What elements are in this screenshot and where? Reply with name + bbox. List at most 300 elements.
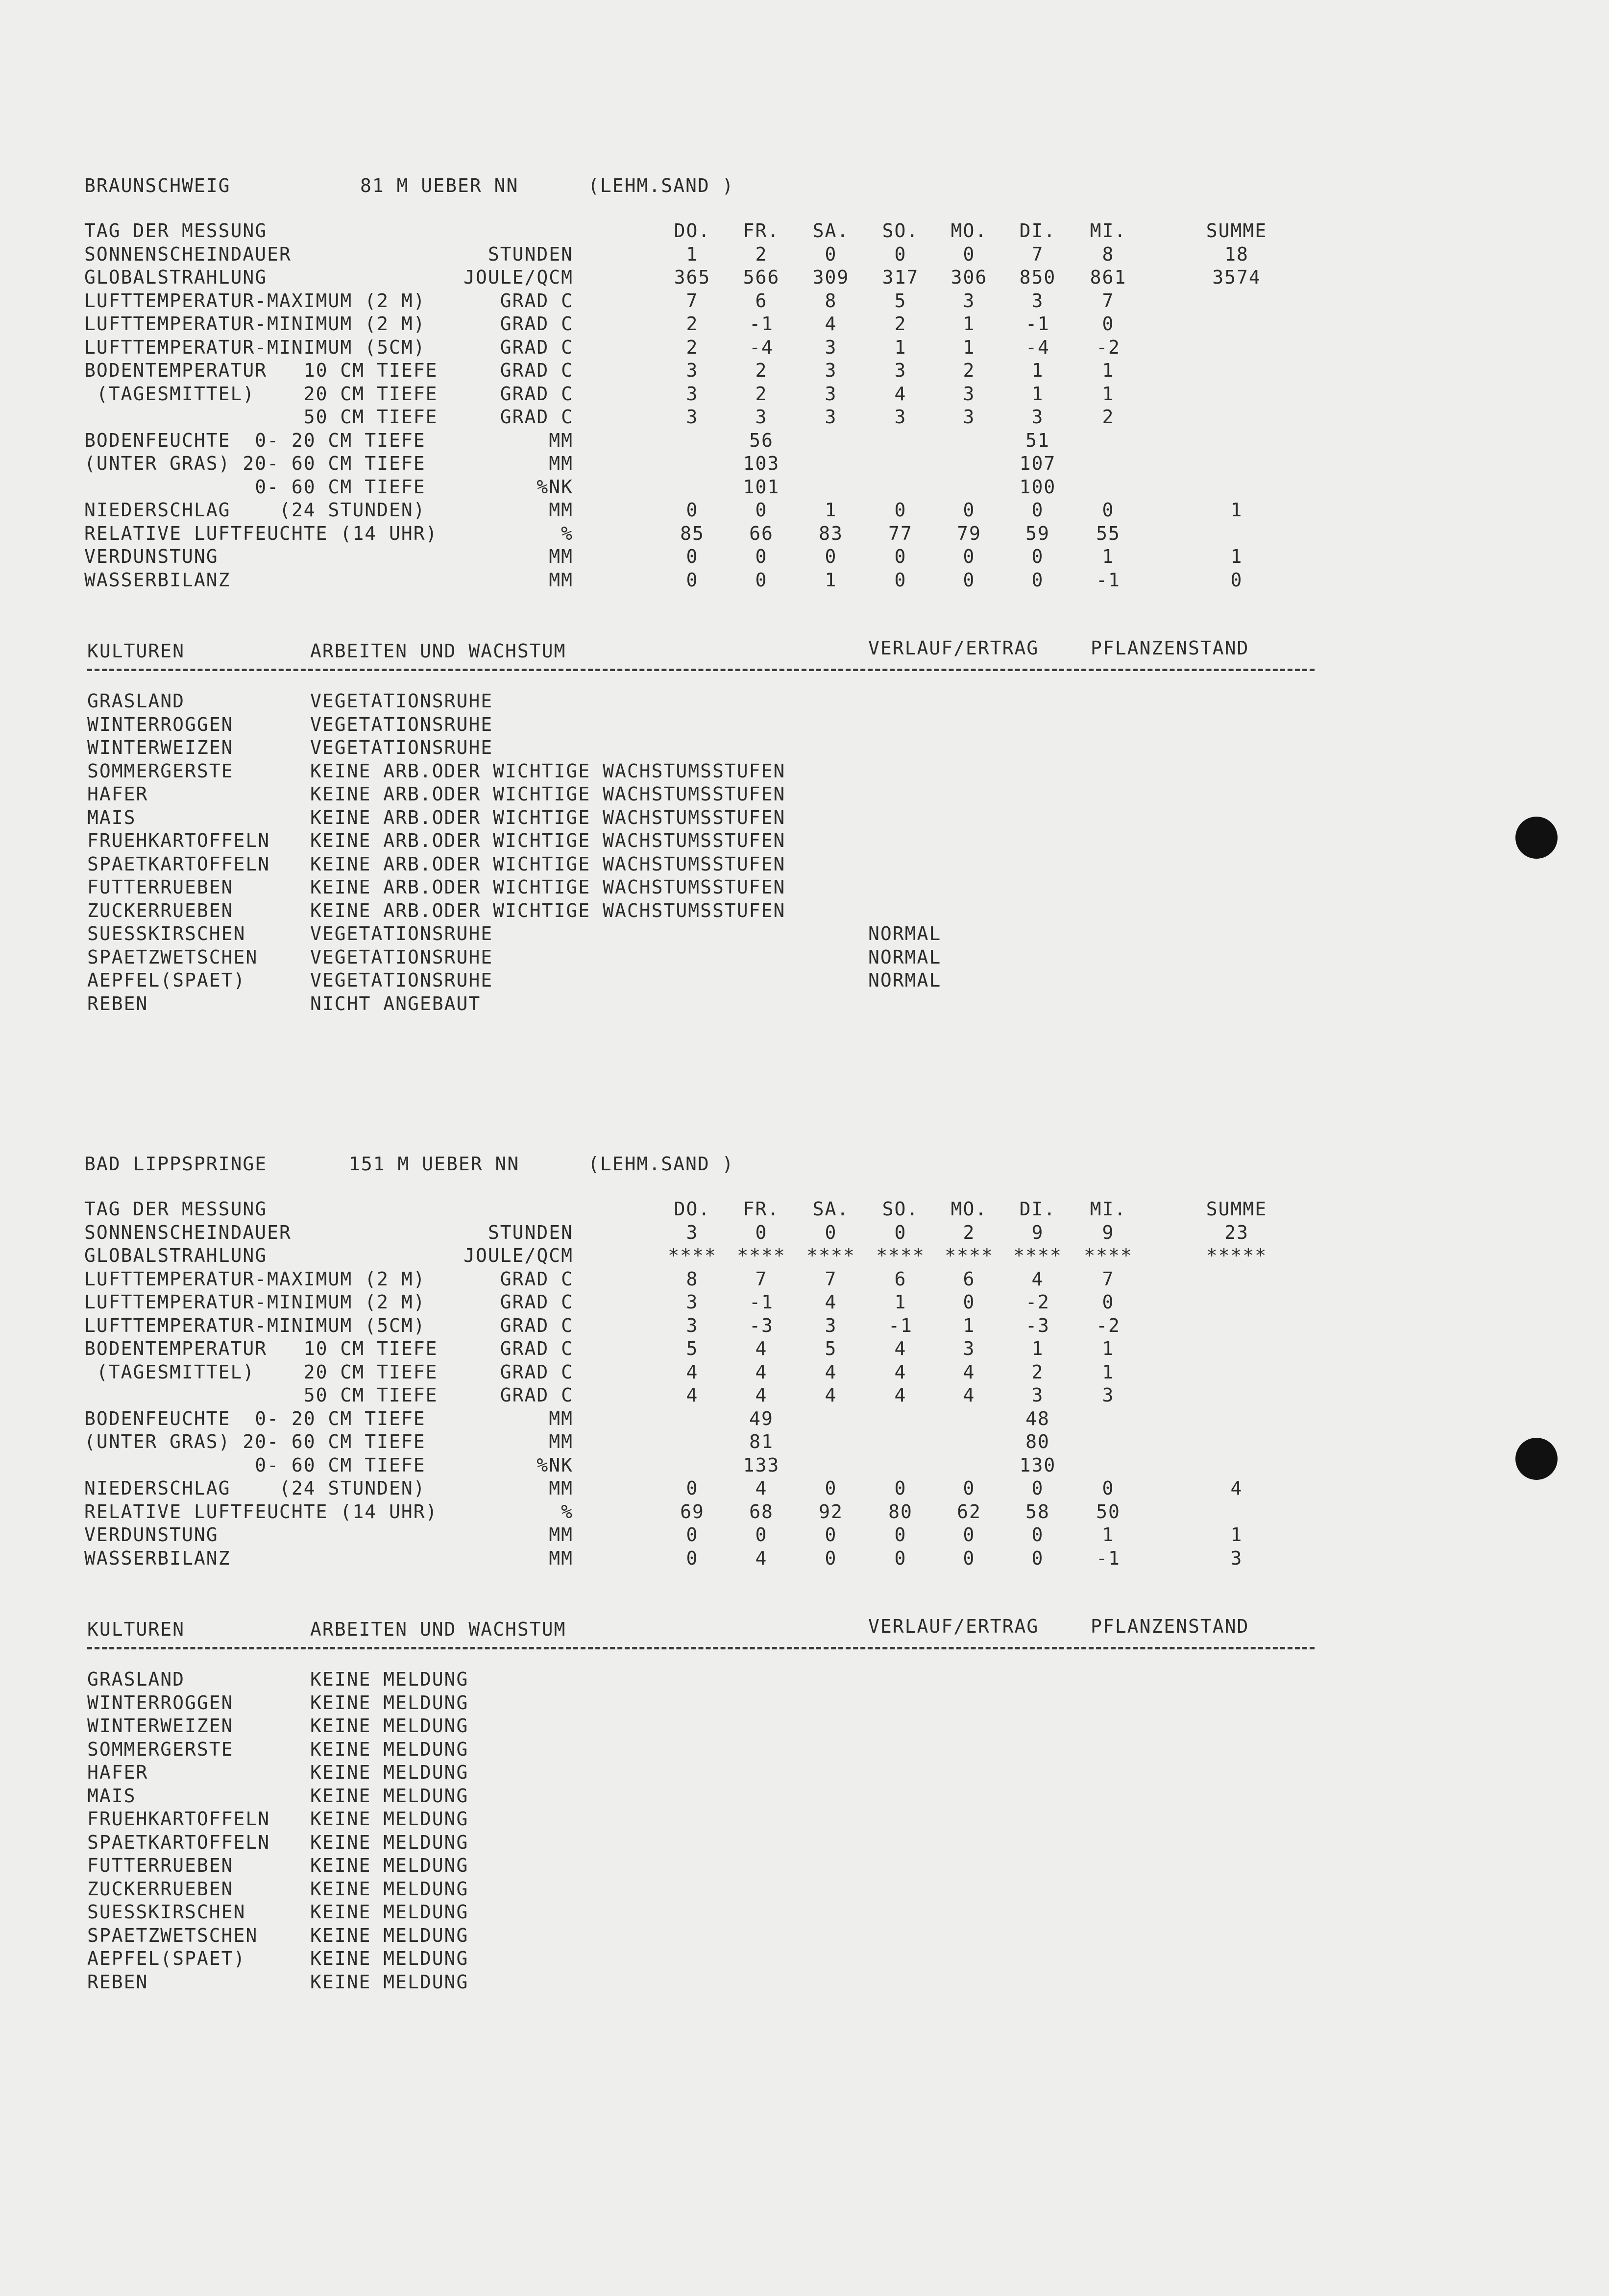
crop-name: MAIS xyxy=(87,1785,136,1807)
crop-name: FRUEHKARTOFFELN xyxy=(87,830,270,851)
crop-work: VEGETATIONSRUHE xyxy=(310,690,493,712)
crop-name: MAIS xyxy=(87,806,136,828)
measure-value: **** xyxy=(945,1245,994,1266)
measure-value: 4 xyxy=(963,1384,975,1406)
crop-work: KEINE MELDUNG xyxy=(310,1692,469,1714)
measure-label: BODENFEUCHTE 0- 20 CM TIEFE xyxy=(84,1407,426,1429)
crop-name: WINTERROGGEN xyxy=(87,1692,234,1714)
crop-work: VEGETATIONSRUHE xyxy=(310,946,493,968)
day-header: MI. xyxy=(1090,1198,1127,1220)
measure-value: 3 xyxy=(1031,290,1044,312)
station-name: BAD LIPPSPRINGE xyxy=(84,1153,268,1175)
measure-value: 3 xyxy=(963,406,975,428)
measure-value: **** xyxy=(1013,1245,1062,1266)
measure-value: 861 xyxy=(1090,266,1127,288)
measure-label: BODENTEMPERATUR 10 CM TIEFE xyxy=(84,1338,438,1359)
measure-value: 2 xyxy=(894,313,907,335)
measure-value: 0 xyxy=(894,1477,907,1499)
measure-value: 0 xyxy=(1031,546,1044,567)
day-header: MO. xyxy=(951,1198,988,1220)
crop-work: KEINE ARB.ODER WICHTIGE WACHSTUMSSTUFEN xyxy=(310,806,786,828)
measure-unit: GRAD C xyxy=(500,383,573,405)
measure-value: 0 xyxy=(755,546,768,567)
measure-label: WASSERBILANZ xyxy=(84,1547,231,1569)
crop-work: KEINE MELDUNG xyxy=(310,1855,469,1876)
crop-name: AEPFEL(SPAET) xyxy=(87,1948,246,1969)
measure-unit: JOULE/QCM xyxy=(463,266,573,288)
measure-value: 0 xyxy=(755,569,768,591)
crop-name: HAFER xyxy=(87,783,148,805)
measure-value: 0 xyxy=(963,1477,975,1499)
measure-value: 7 xyxy=(1031,243,1044,265)
measure-label: 0- 60 CM TIEFE xyxy=(84,476,426,498)
crop-work: KEINE MELDUNG xyxy=(310,1785,469,1807)
measure-value: 4 xyxy=(1031,1268,1044,1290)
measure-value: 4 xyxy=(825,1384,837,1406)
measure-unit: STUNDEN xyxy=(488,243,573,265)
measure-unit: GRAD C xyxy=(500,1291,573,1313)
measure-unit: GRAD C xyxy=(500,1314,573,1336)
measure-unit: % xyxy=(561,522,573,544)
measure-value: 1 xyxy=(825,499,837,521)
measure-label: (UNTER GRAS) 20- 60 CM TIEFE xyxy=(84,1431,426,1452)
crop-work: KEINE MELDUNG xyxy=(310,1924,469,1946)
measure-value: 101 xyxy=(743,476,780,498)
measure-value: **** xyxy=(876,1245,925,1266)
measure-sum: 1 xyxy=(1230,546,1243,567)
station-name: BRAUNSCHWEIG xyxy=(84,175,231,196)
measure-value: 2 xyxy=(686,313,699,335)
day-header: MO. xyxy=(951,220,988,242)
day-header: SO. xyxy=(882,220,919,242)
measure-value: 3 xyxy=(825,360,837,381)
measure-value: 0 xyxy=(1102,313,1115,335)
measure-value: 3 xyxy=(755,406,768,428)
crop-name: SPAETKARTOFFELN xyxy=(87,1831,270,1853)
crop-name: REBEN xyxy=(87,992,148,1015)
measure-value: 0 xyxy=(825,1547,837,1569)
measure-value: 4 xyxy=(894,1384,907,1406)
crop-name: WINTERWEIZEN xyxy=(87,737,234,758)
measure-value: 7 xyxy=(1102,290,1115,312)
measure-value: 1 xyxy=(894,336,907,358)
measure-value: 0 xyxy=(1102,499,1115,521)
crop-work: KEINE ARB.ODER WICHTIGE WACHSTUMSSTUFEN xyxy=(310,853,786,875)
day-header: DI. xyxy=(1019,1198,1056,1220)
measure-value: 0 xyxy=(963,1547,975,1569)
measure-value: 7 xyxy=(825,1268,837,1290)
measure-value: 4 xyxy=(894,383,907,405)
measure-value: -1 xyxy=(1025,313,1050,335)
measure-unit: GRAD C xyxy=(500,406,573,428)
measure-label: WASSERBILANZ xyxy=(84,569,231,591)
measure-unit: MM xyxy=(549,546,573,567)
measure-value: 0 xyxy=(686,499,699,521)
crops-header-pflanzenstand: PFLANZENSTAND xyxy=(1091,637,1249,659)
crop-work: KEINE MELDUNG xyxy=(310,1831,469,1853)
measure-value: 6 xyxy=(755,290,768,312)
measure-value: 48 xyxy=(1025,1407,1050,1429)
measure-value: 8 xyxy=(686,1268,699,1290)
measure-value: 0 xyxy=(1031,1524,1044,1546)
measure-label: (TAGESMITTEL) 20 CM TIEFE xyxy=(84,383,438,405)
measure-label: 50 CM TIEFE xyxy=(84,1384,438,1406)
measure-label: LUFTTEMPERATUR-MAXIMUM (2 M) xyxy=(84,290,426,312)
measure-value: 0 xyxy=(825,1477,837,1499)
measure-unit: %NK xyxy=(536,476,573,498)
measure-value: 850 xyxy=(1019,266,1056,288)
measure-value: **** xyxy=(1084,1245,1133,1266)
crop-work: KEINE MELDUNG xyxy=(310,1948,469,1969)
crop-work: VEGETATIONSRUHE xyxy=(310,713,493,735)
measure-value: 1 xyxy=(686,243,699,265)
measure-value: 0 xyxy=(963,499,975,521)
crop-name: SOMMERGERSTE xyxy=(87,760,234,782)
measure-value: 100 xyxy=(1019,476,1056,498)
crops-header-pflanzenstand: PFLANZENSTAND xyxy=(1091,1616,1249,1637)
measure-value: -1 xyxy=(1096,569,1121,591)
measure-value: -1 xyxy=(888,1314,913,1336)
measure-value: 3 xyxy=(825,1314,837,1336)
crop-work: KEINE MELDUNG xyxy=(310,1878,469,1900)
measure-value: 4 xyxy=(686,1361,699,1383)
measure-value: 7 xyxy=(686,290,699,312)
measure-value: 0 xyxy=(1031,1477,1044,1499)
crop-status: NORMAL xyxy=(868,946,942,968)
measure-value: 0 xyxy=(686,1477,699,1499)
measure-value: 58 xyxy=(1025,1500,1050,1523)
measure-value: 3 xyxy=(1102,1384,1115,1406)
measure-value: 7 xyxy=(1102,1268,1115,1290)
measure-value: 2 xyxy=(686,336,699,358)
crops-header-verlauf: VERLAUF/ERTRAG xyxy=(868,637,1039,659)
measure-unit: MM xyxy=(549,453,573,474)
measure-value: 0 xyxy=(1102,1291,1115,1313)
measure-value: **** xyxy=(737,1245,786,1266)
measure-value: 3 xyxy=(686,383,699,405)
measure-value: 0 xyxy=(686,1547,699,1569)
measure-value: 1 xyxy=(1102,546,1115,567)
measure-value: 81 xyxy=(749,1431,774,1452)
crop-name: REBEN xyxy=(87,1971,148,1993)
measure-value: 49 xyxy=(749,1407,774,1429)
measure-value: 1 xyxy=(825,569,837,591)
crop-name: HAFER xyxy=(87,1762,148,1783)
measure-value: 130 xyxy=(1019,1454,1056,1476)
measure-value: 0 xyxy=(963,546,975,567)
crop-name: WINTERROGGEN xyxy=(87,713,234,735)
crop-work: KEINE MELDUNG xyxy=(310,1971,469,1993)
measure-label: VERDUNSTUNG xyxy=(84,1524,219,1546)
crops-header-kulturen: KULTUREN xyxy=(87,640,185,662)
measure-unit: MM xyxy=(549,1547,573,1569)
measure-value: 0 xyxy=(686,569,699,591)
measure-value: 4 xyxy=(686,1384,699,1406)
crop-name: FRUEHKARTOFFELN xyxy=(87,1808,270,1830)
measure-sum: 1 xyxy=(1230,1524,1243,1546)
measure-value: -2 xyxy=(1096,1314,1121,1336)
measure-value: 0 xyxy=(825,1524,837,1546)
measure-value: 0 xyxy=(755,1524,768,1546)
crop-name: SPAETKARTOFFELN xyxy=(87,853,270,875)
measure-value: 3 xyxy=(686,1314,699,1336)
measure-value: 0 xyxy=(825,243,837,265)
measure-value: 3 xyxy=(825,406,837,428)
crop-name: SOMMERGERSTE xyxy=(87,1738,234,1760)
measure-value: 83 xyxy=(819,522,843,544)
measure-label: LUFTTEMPERATUR-MINIMUM (5CM) xyxy=(84,336,426,358)
measure-unit: GRAD C xyxy=(500,290,573,312)
measure-unit: MM xyxy=(549,1407,573,1429)
measure-sum: 4 xyxy=(1230,1477,1243,1499)
measure-unit: JOULE/QCM xyxy=(463,1245,573,1266)
day-header: FR. xyxy=(743,220,780,242)
measure-value: 0 xyxy=(1031,569,1044,591)
measure-label: GLOBALSTRAHLUNG xyxy=(84,1245,268,1266)
measure-value: 3 xyxy=(963,290,975,312)
crop-work: KEINE MELDUNG xyxy=(310,1738,469,1760)
measure-label: RELATIVE LUFTFEUCHTE (14 UHR) xyxy=(84,1500,438,1523)
measure-value: 3 xyxy=(894,360,907,381)
section-separator xyxy=(87,669,1315,671)
measure-unit: MM xyxy=(549,429,573,451)
measure-unit: GRAD C xyxy=(500,1384,573,1406)
day-header: MI. xyxy=(1090,220,1127,242)
measure-unit: MM xyxy=(549,499,573,521)
measure-value: -2 xyxy=(1096,336,1121,358)
measure-value: 5 xyxy=(825,1338,837,1359)
measure-value: 85 xyxy=(680,522,705,544)
measure-value: 1 xyxy=(1102,360,1115,381)
day-header: DO. xyxy=(674,220,711,242)
measure-unit: % xyxy=(561,1500,573,1523)
measure-value: 92 xyxy=(819,1500,843,1523)
crop-name: ZUCKERRUEBEN xyxy=(87,1878,234,1900)
measure-value: 4 xyxy=(755,1361,768,1383)
crop-status: NORMAL xyxy=(868,969,942,991)
crop-work: KEINE ARB.ODER WICHTIGE WACHSTUMSSTUFEN xyxy=(310,830,786,851)
measure-label: LUFTTEMPERATUR-MINIMUM (2 M) xyxy=(84,313,426,335)
measure-value: 4 xyxy=(755,1547,768,1569)
measure-value: -3 xyxy=(1025,1314,1050,1336)
measure-value: **** xyxy=(806,1245,855,1266)
measure-value: 0 xyxy=(755,499,768,521)
measure-value: 1 xyxy=(963,1314,975,1336)
measure-value: 2 xyxy=(755,243,768,265)
measure-unit: GRAD C xyxy=(500,1268,573,1290)
measure-value: 1 xyxy=(1031,1338,1044,1359)
measure-value: 1 xyxy=(1102,1361,1115,1383)
punch-hole xyxy=(1515,1438,1558,1480)
measure-value: 0 xyxy=(963,243,975,265)
crop-work: KEINE MELDUNG xyxy=(310,1808,469,1830)
crop-work: KEINE MELDUNG xyxy=(310,1901,469,1923)
measure-value: -1 xyxy=(749,1291,774,1313)
measure-value: 62 xyxy=(957,1500,981,1523)
crop-work: VEGETATIONSRUHE xyxy=(310,737,493,758)
measure-value: -2 xyxy=(1025,1291,1050,1313)
measure-value: 68 xyxy=(749,1500,774,1523)
measure-value: 4 xyxy=(825,1361,837,1383)
station-height: 151 M UEBER NN xyxy=(349,1153,520,1175)
measure-value: 0 xyxy=(963,1524,975,1546)
measure-value: 0 xyxy=(686,1524,699,1546)
measure-value: 51 xyxy=(1025,429,1050,451)
crops-header-verlauf: VERLAUF/ERTRAG xyxy=(868,1616,1039,1637)
crop-work: KEINE ARB.ODER WICHTIGE WACHSTUMSSTUFEN xyxy=(310,783,786,805)
measure-value: 0 xyxy=(894,499,907,521)
measure-value: 2 xyxy=(1102,406,1115,428)
measure-value: 0 xyxy=(894,1221,907,1243)
crop-work: VEGETATIONSRUHE xyxy=(310,923,493,944)
measure-value: 3 xyxy=(963,1338,975,1359)
measure-value: 3 xyxy=(825,336,837,358)
measure-unit: MM xyxy=(549,569,573,591)
crop-work: KEINE ARB.ODER WICHTIGE WACHSTUMSSTUFEN xyxy=(310,876,786,898)
crop-work: KEINE MELDUNG xyxy=(310,1715,469,1737)
measure-unit: GRAD C xyxy=(500,336,573,358)
crop-name: ZUCKERRUEBEN xyxy=(87,899,234,921)
measure-value: 66 xyxy=(749,522,774,544)
measure-value: 56 xyxy=(749,429,774,451)
punch-hole xyxy=(1515,817,1558,859)
crops-header-arbeiten: ARBEITEN UND WACHSTUM xyxy=(310,640,566,662)
measure-value: 8 xyxy=(825,290,837,312)
measure-value: 306 xyxy=(951,266,988,288)
station-soil: (LEHM.SAND ) xyxy=(588,175,734,196)
measure-value: 3 xyxy=(1031,1384,1044,1406)
measure-value: 309 xyxy=(812,266,850,288)
measure-unit: GRAD C xyxy=(500,313,573,335)
measure-value: 4 xyxy=(825,1291,837,1313)
crop-name: GRASLAND xyxy=(87,1668,185,1690)
measure-value: 0 xyxy=(755,1221,768,1243)
measure-sum: 0 xyxy=(1230,569,1243,591)
measure-label: LUFTTEMPERATUR-MINIMUM (5CM) xyxy=(84,1314,426,1336)
measure-unit: STUNDEN xyxy=(488,1221,573,1243)
measure-value: 365 xyxy=(674,266,711,288)
crop-work: KEINE MELDUNG xyxy=(310,1762,469,1783)
measure-value: 1 xyxy=(1031,383,1044,405)
day-header: DO. xyxy=(674,1198,711,1220)
measure-value: 80 xyxy=(888,1500,913,1523)
measure-label: SONNENSCHEINDAUER xyxy=(84,1221,292,1243)
measurement-day-label: TAG DER MESSUNG xyxy=(84,220,268,242)
measure-value: 0 xyxy=(894,1547,907,1569)
crop-name: FUTTERRUEBEN xyxy=(87,1855,234,1876)
measure-value: 1 xyxy=(1031,360,1044,381)
crop-work: NICHT ANGEBAUT xyxy=(310,992,481,1015)
measure-sum: 23 xyxy=(1224,1221,1249,1243)
measure-value: 5 xyxy=(894,290,907,312)
measure-value: 0 xyxy=(894,243,907,265)
crop-work: VEGETATIONSRUHE xyxy=(310,969,493,991)
measure-label: (UNTER GRAS) 20- 60 CM TIEFE xyxy=(84,453,426,474)
crop-name: FUTTERRUEBEN xyxy=(87,876,234,898)
crop-name: WINTERWEIZEN xyxy=(87,1715,234,1737)
measure-value: 0 xyxy=(686,546,699,567)
measure-value: 3 xyxy=(686,1221,699,1243)
measure-value: -3 xyxy=(749,1314,774,1336)
crop-work: KEINE ARB.ODER WICHTIGE WACHSTUMSSTUFEN xyxy=(310,899,786,921)
measure-value: 77 xyxy=(888,522,913,544)
crops-header-arbeiten: ARBEITEN UND WACHSTUM xyxy=(310,1619,566,1640)
measure-sum: 1 xyxy=(1230,499,1243,521)
sum-header: SUMME xyxy=(1206,220,1268,242)
measure-value: 133 xyxy=(743,1454,780,1476)
measure-value: 0 xyxy=(963,569,975,591)
measure-value: 0 xyxy=(1031,499,1044,521)
measure-value: 4 xyxy=(894,1338,907,1359)
measure-value: 0 xyxy=(894,546,907,567)
day-header: SA. xyxy=(812,220,850,242)
measure-value: 80 xyxy=(1025,1431,1050,1452)
measure-value: 103 xyxy=(743,453,780,474)
measure-value: 69 xyxy=(680,1500,705,1523)
day-header: FR. xyxy=(743,1198,780,1220)
measure-value: 9 xyxy=(1031,1221,1044,1243)
crop-name: SUESSKIRSCHEN xyxy=(87,1901,246,1923)
station-soil: (LEHM.SAND ) xyxy=(588,1153,734,1175)
measure-value: 0 xyxy=(963,1291,975,1313)
measure-value: 4 xyxy=(825,313,837,335)
measure-value: 3 xyxy=(686,360,699,381)
crop-work: KEINE MELDUNG xyxy=(310,1668,469,1690)
measure-value: 0 xyxy=(894,569,907,591)
measure-value: 8 xyxy=(1102,243,1115,265)
measure-label: NIEDERSCHLAG (24 STUNDEN) xyxy=(84,499,426,521)
crop-name: AEPFEL(SPAET) xyxy=(87,969,246,991)
measure-value: 3 xyxy=(825,383,837,405)
measure-label: VERDUNSTUNG xyxy=(84,546,219,567)
measure-unit: MM xyxy=(549,1524,573,1546)
measure-value: 0 xyxy=(825,546,837,567)
measure-sum: ***** xyxy=(1206,1245,1268,1266)
measure-label: BODENTEMPERATUR 10 CM TIEFE xyxy=(84,360,438,381)
measure-value: 6 xyxy=(894,1268,907,1290)
measure-value: 2 xyxy=(755,383,768,405)
measure-value: 1 xyxy=(894,1291,907,1313)
measure-label: 0- 60 CM TIEFE xyxy=(84,1454,426,1476)
measure-unit: GRAD C xyxy=(500,1361,573,1383)
measure-value: 4 xyxy=(963,1361,975,1383)
measure-value: 317 xyxy=(882,266,919,288)
section-separator xyxy=(87,1647,1315,1649)
day-header: SO. xyxy=(882,1198,919,1220)
measure-value: -1 xyxy=(749,313,774,335)
measure-value: 4 xyxy=(755,1338,768,1359)
measure-value: 3 xyxy=(894,406,907,428)
measure-value: 79 xyxy=(957,522,981,544)
measure-value: 59 xyxy=(1025,522,1050,544)
measure-unit: MM xyxy=(549,1431,573,1452)
measure-value: 2 xyxy=(963,1221,975,1243)
measure-value: 7 xyxy=(755,1268,768,1290)
crop-name: SPAETZWETSCHEN xyxy=(87,1924,258,1946)
measure-value: -4 xyxy=(1025,336,1050,358)
measure-label: LUFTTEMPERATUR-MAXIMUM (2 M) xyxy=(84,1268,426,1290)
measure-value: 2 xyxy=(755,360,768,381)
measure-label: RELATIVE LUFTFEUCHTE (14 UHR) xyxy=(84,522,438,544)
measure-label: NIEDERSCHLAG (24 STUNDEN) xyxy=(84,1477,426,1499)
measure-value: 4 xyxy=(894,1361,907,1383)
measure-label: LUFTTEMPERATUR-MINIMUM (2 M) xyxy=(84,1291,426,1313)
measure-value: -4 xyxy=(749,336,774,358)
measure-value: 4 xyxy=(755,1384,768,1406)
measure-value: 1 xyxy=(963,313,975,335)
crop-name: GRASLAND xyxy=(87,690,185,712)
measure-value: 50 xyxy=(1096,1500,1121,1523)
